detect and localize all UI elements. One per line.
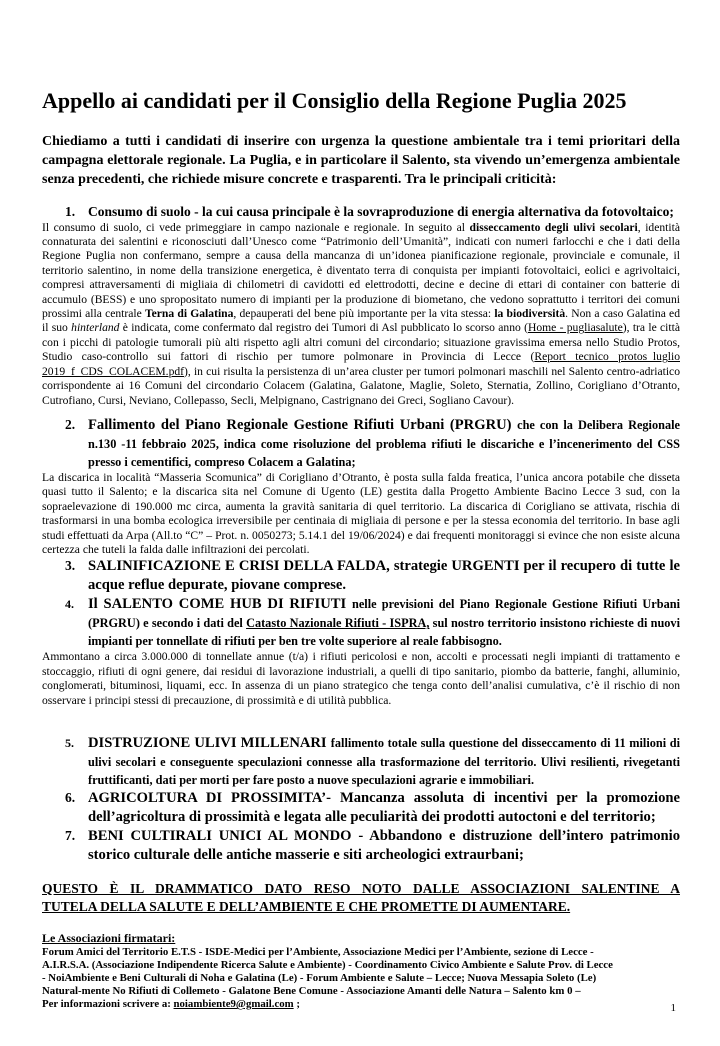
- list-item-number: 4.: [65, 597, 74, 612]
- signatories-line: A.I.R.S.A. (Associazione Indipendente Ricerca Salute e Ambiente) - Coordinamento Civico Ambiente e Salute Prov. di Lecce: [42, 959, 613, 972]
- contact-line: [42, 998, 680, 1011]
- text-segment: sul nostro territorio insistono richieste di nuovi impianti per tonnellate di rifiuti per ben tre volte superiore al reale fabbisogno.: [88, 616, 680, 649]
- list-item: [42, 203, 680, 408]
- text-segment: Terna di Galatina: [144, 307, 234, 321]
- list-item: [42, 557, 680, 595]
- criticita-list: [42, 203, 680, 865]
- closing-line: TUTELA DELLA SALUTE E DELL’AMBIENTE E CHE PROMETTE DI AUMENTARE.: [42, 899, 571, 915]
- list-item-heading-text: [88, 416, 680, 471]
- list-item: [42, 827, 680, 865]
- list-item-heading: [42, 416, 680, 471]
- list-item-heading: [42, 734, 680, 789]
- intro-paragraph: Chiediamo a tutti i candidati di inserire con urgenza la questione ambientale tra i temi prioritari della campagna elettorale regionale. La Puglia, e in particolare il Salento, sta vivendo un’emergenza ambientale senza precedenti, che richiede misure concrete e trasparenti. Tra le principali criticità:: [42, 134, 680, 188]
- list-item-heading-text: [88, 789, 680, 827]
- list-item-heading: [42, 557, 680, 595]
- list-item-heading: [42, 827, 680, 865]
- text-segment: Il SALENTO COME HUB DI RIFIUTI: [88, 596, 352, 613]
- list-item-number: 1.: [65, 203, 76, 219]
- link-email[interactable]: noiambiente9@gmail.com: [173, 998, 294, 1011]
- text-segment: Per informazioni scrivere a:: [42, 998, 174, 1011]
- text-segment: DISTRUZIONE ULIVI MILLENARI: [88, 735, 331, 752]
- list-item-heading: [42, 789, 680, 827]
- page-number: 1: [670, 1002, 676, 1014]
- text-segment: Il consumo di suolo, ci vede primeggiare in campo nazionale e regionale. In seguito al: [42, 220, 470, 234]
- list-item-heading-text: [88, 203, 680, 221]
- text-segment: , depauperati del bene più importante per la vita stessa:: [233, 307, 495, 321]
- text-segment: ), in cui risulta la persistenza di un’area cluster per tumori polmonari maschili nel Salento centro-adriatico corrispondente ai 16 Comuni del circondario Colacem (Galatina, Galatone, Maglie, Soleto, Sternatia, Zollino, Corigliano d’Otranto, Cutrofiano, Cursi, Neviano, Collepasso, Secli, Melpignano, Castrignano dei Greci, Sogliano Cavour).: [42, 364, 680, 407]
- signatories-line: Forum Amici del Territorio E.T.S - ISDE-Medici per l’Ambiente, Associazione Medici per l’Ambiente, sezione di Lecce -: [42, 946, 594, 959]
- text-segment: Consumo di suolo - la cui causa principale è la sovraproduzione di energia alternativa da fotovoltaico;: [88, 203, 674, 219]
- list-item-heading-text: [88, 557, 680, 595]
- closing-line: QUESTO È IL DRAMMATICO DATO RESO NOTO DALLE ASSOCIAZIONI SALENTINE A: [42, 880, 680, 896]
- link-report-protos-pdf[interactable]: Report tecnico protos_luglio 2019_f_CDS_COLACEM.pdf: [42, 350, 680, 378]
- text-segment: la biodiversità: [494, 307, 566, 321]
- list-item-heading: [42, 203, 680, 221]
- text-segment: Ammontano a circa 3.000.000 di tonnellate annue (t/a) i rifiuti pericolosi e non, accolti e processati negli impianti di trattamento e stoccaggio, rifiuti di ogni genere, dai residui di lavorazione industriali, a quelli di tipo sanitario, piombo da batterie, fanghi, alluminio, conglomerati, bituminosi, liquami, ecc. In assenza di un piano strategico che tenga conto dell’analisi cumulativa, c’è il rischio di non osservare i principi stessi di precauzione, di prossimità e di utilità pubblica.: [42, 650, 680, 707]
- text-segment: che con la Delibera Regionale n.130 -11 febbraio 2025, indica come risoluzione del problema rifiuti le discariche e l’incenerimento del CSS presso i cementifici, compreso Colacem a Galatina;: [88, 418, 680, 469]
- text-segment: ;: [293, 998, 300, 1011]
- link-catasto-ispra[interactable]: Catasto Nazionale Rifiuti - ISPRA,: [246, 616, 430, 631]
- signatories-line: - NoiAmbiente e Beni Culturali di Noha e Galatina (Le) - Forum Ambiente e Salute – Lecce; Nuova Messapia Soleto (Le): [42, 972, 597, 985]
- list-item-number: 2.: [65, 417, 76, 432]
- page-title: Appello ai candidati per il Consiglio della Regione Puglia 2025: [42, 88, 627, 113]
- text-segment: nelle previsioni del Piano Regionale Gestione Rifiuti Urbani (PRGRU) e secondo i dati del: [88, 597, 680, 631]
- list-item: [42, 789, 680, 827]
- text-segment: La discarica in località “Masseria Scomunica” di Corigliano d’Otranto, è posta sulla falda freatica, l’unica ancora potabile che disseta quasi tutto il Salento; e la discarica sita nel Comune di Ugento (LE) gestita dalla Progetto Ambiente Bacino Lecce 3 sud, con la sopraelevazione di 190.000 mc circa, aumenta la gravità sanitaria di quel territorio. La discarica di Corigliano se attivata, rischia di trasformarsi in una bomba ecologica irreversibile per centinaia di migliaia di persone e per la stessa economia del territorio. In base agli studi effettuati da Arpa (All.to “C” – Prot. n. 0050273; 5.14.1 del 19/06/2024) e dai frequenti monitoraggi si evince che non esiste alcuna certezza che tuteli la falda dalle infiltrazioni dei percolati.: [42, 470, 680, 557]
- text-segment: . Non a caso Galatina ed il suo: [42, 307, 680, 335]
- list-item-heading-text: [88, 595, 680, 650]
- text-segment: SALINIFICAZIONE E CRISI DELLA FALDA, strategie URGENTI per il recupero di tutte le acque reflue depurate, piovane comprese.: [88, 558, 680, 594]
- list-item-number: 5.: [65, 736, 74, 751]
- text-segment: disseccamento degli ulivi secolari: [469, 220, 638, 234]
- text-segment: fallimento totale sulla questione del disseccamento di 11 milioni di ulivi secolari e conseguente speculazioni connesse alla trasformazione del territorio. Ulivi resilienti, rivegetanti fruttificanti, dati per morti per fare posto a nuove speculazioni agrarie e immobiliari.: [88, 736, 680, 787]
- list-item-number: 6.: [65, 789, 76, 805]
- list-item-number: 7.: [65, 827, 76, 843]
- list-item-body: [42, 471, 680, 558]
- list-item-body: [42, 221, 680, 408]
- text-segment: , identità connaturata dei salentini e riconosciuti dall’Unesco come “Patrimonio dell’Umanità”, indicati con numeri farlocchi e che i dati della Regione Puglia non confermano, sempre a causa della mancanza di un’idonea pianificazione regionale, provinciale e comunale, il territorio salentino, in nome della transizione energetica, è diventato terra di conquista per impianti fotovoltaici, eolici e agrivoltaici, compresi attraversamenti di migliaia di chilometri di cavidotti ed elettrodotti, decine e decine di ettari di container con batterie di accumulo (BESS) e uno spropositato numero di impianti per la produzione di biometano, che vedono soprattutto i territori dei comuni prossimi alla centrale: [42, 220, 680, 321]
- list-item: [42, 416, 680, 557]
- list-item: [42, 595, 680, 708]
- text-segment: è indicata, come confermato dal registro dei Tumori di Asl pubblicato lo scorso anno (: [119, 321, 528, 335]
- list-item: [42, 734, 680, 789]
- text-segment: hinterland: [71, 321, 120, 335]
- text-segment: Fallimento del Piano Regionale Gestione Rifiuti Urbani (PRGRU): [88, 417, 518, 433]
- text-segment: AGRICOLTURA DI PROSSIMITA’- Mancanza assoluta di incentivi per la promozione dell’agricoltura di prossimità e legata alle peculiarità dei prodotti autoctoni e del territorio;: [88, 789, 680, 825]
- text-segment: BENI CULTIRALI UNICI AL MONDO - Abbandono e distruzione dell’intero patrimonio storico culturale delle antiche masserie e siti archeologici extraurbani;: [88, 827, 680, 863]
- closing-statement: [42, 880, 680, 916]
- signatories-line: Natural-mente No Rifiuti di Collemeto - Galatone Bene Comune - Associazione Amanti delle Natura – Salento km 0 –: [42, 985, 581, 998]
- link-pugliasalute[interactable]: Home - pugliasalute: [527, 321, 623, 335]
- list-item-number: 3.: [65, 558, 76, 574]
- text-segment: ), tra le città con i picchi di patologie tumorali più alti rispetto agli altri comuni del circondario; situazione gravissima emersa nello Studio Protos, Studio caso-controllo sui fattori di rischio per tumore polmonare in Provincia di Lecce (: [42, 321, 680, 364]
- list-item-heading-text: [88, 734, 680, 789]
- list-item-heading-text: [88, 827, 680, 865]
- list-item-body: [42, 650, 680, 708]
- signatories-heading: Le Associazioni firmatari:: [42, 931, 176, 946]
- list-item-heading: [42, 595, 680, 650]
